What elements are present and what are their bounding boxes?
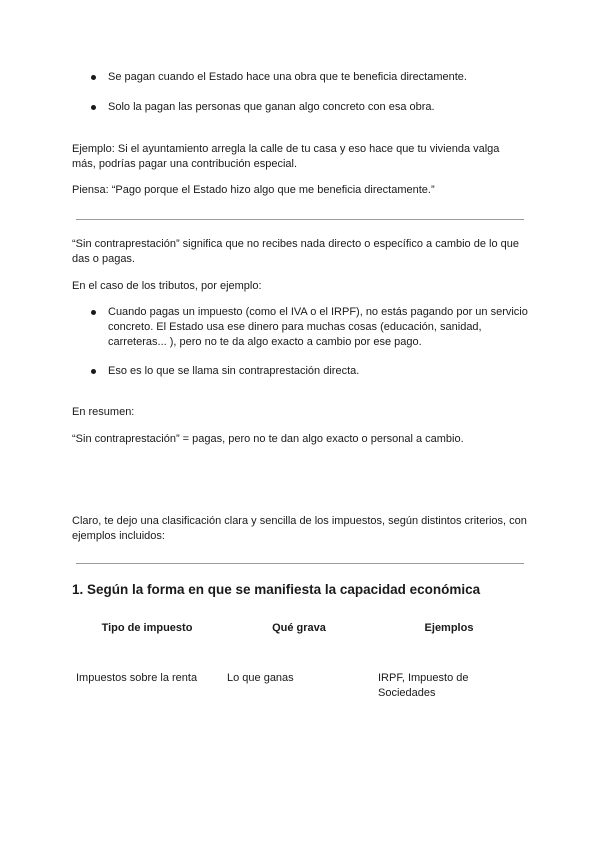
definition-paragraph: “Sin contraprestación” significa que no recibes nada directo o específico a cambio de lo que das o pagas. [72,238,519,265]
table-cell: IRPF, Impuesto de Sociedades [378,672,469,699]
section-heading: 1. Según la forma en que se manifiesta la capacidad económica [72,582,481,597]
bullet-item: Solo la pagan las personas que ganan algo concreto con esa obra. [108,101,435,113]
horizontal-divider [76,563,524,564]
bullet-dot [91,75,96,80]
tributes-intro: En el caso de los tributos, por ejemplo: [72,280,262,292]
table-header-cell: Qué grava [272,622,326,634]
summary-paragraph: “Sin contraprestación” = pagas, pero no te dan algo exacto o personal a cambio. [72,433,464,445]
tax-classification-table [72,620,528,710]
example-paragraph: Ejemplo: Si el ayuntamiento arregla la calle de tu casa y eso hace que tu vivienda valga más, podrías pagar una contribución especial. [72,143,500,170]
bullet-item: Cuando pagas un impuesto (como el IVA o el IRPF), no estás pagando por un servicio concreto. El Estado usa ese dinero para muchas cosas (educación, sanidad, carreteras... ), pero no te da algo exacto a cambio por ese pago. [108,306,528,348]
bullet-dot [91,369,96,374]
table-cell: Lo que ganas [227,672,294,684]
bullet-item: Se pagan cuando el Estado hace una obra que te beneficia directamente. [108,71,467,83]
table-header-cell: Ejemplos [424,622,474,634]
horizontal-divider [76,219,524,220]
classification-intro: Claro, te dejo una clasificación clara y sencilla de los impuestos, según distintos criterios, con ejemplos incluidos: [72,515,527,542]
summary-label: En resumen: [72,406,135,418]
table-cell: Impuestos sobre la renta [76,672,198,684]
bullet-dot [91,310,96,315]
table-header-cell: Tipo de impuesto [101,622,193,634]
bullet-dot [91,105,96,110]
think-paragraph: Piensa: “Pago porque el Estado hizo algo que me beneficia directamente.” [72,184,435,196]
bullet-item: Eso es lo que se llama sin contraprestación directa. [108,365,360,377]
